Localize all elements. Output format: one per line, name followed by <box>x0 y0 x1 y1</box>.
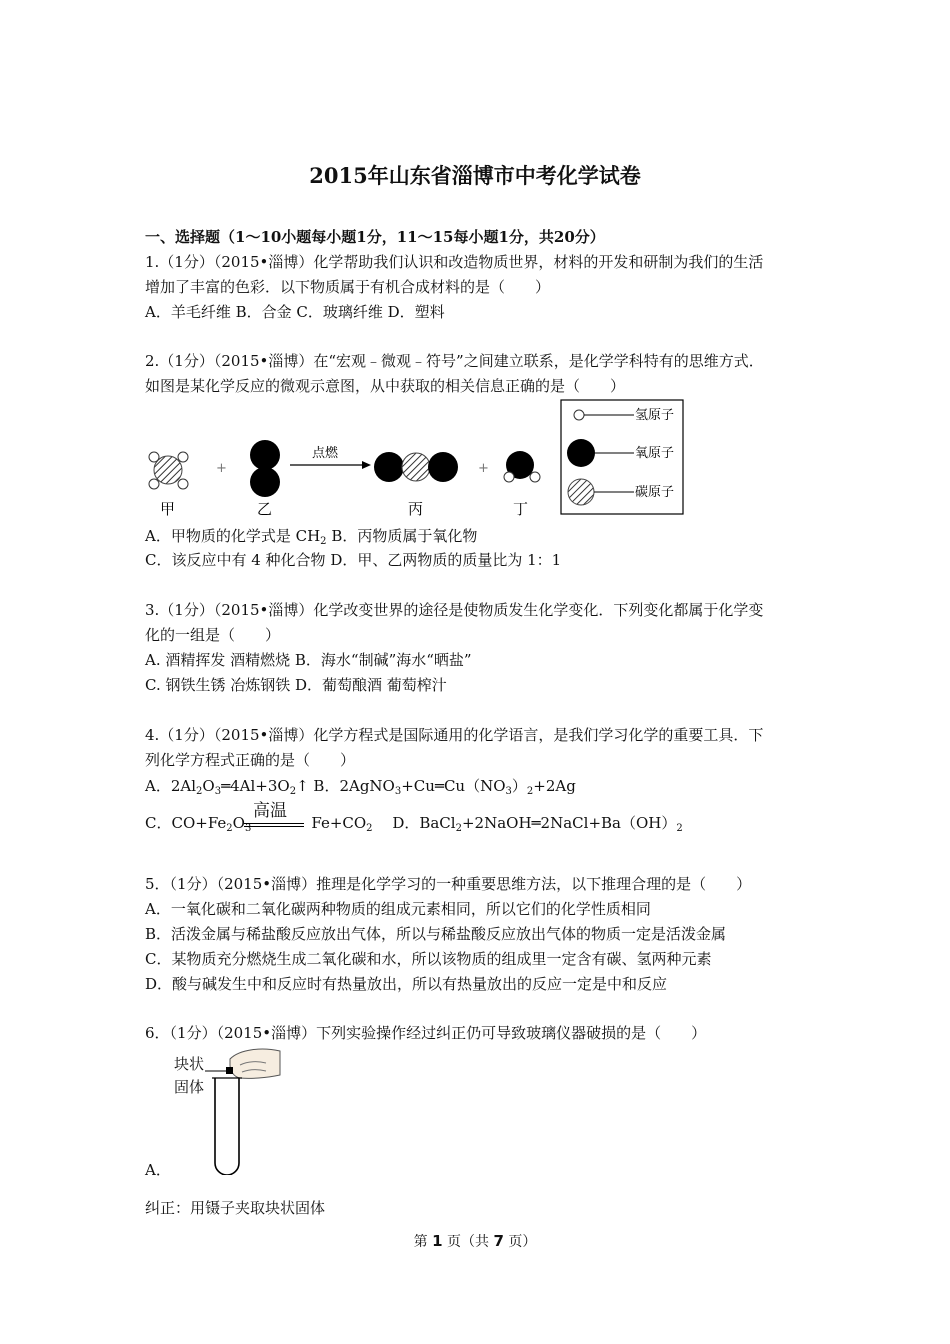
hydrogen-atom-icon <box>574 410 584 420</box>
molecule-yi-icon <box>250 440 280 497</box>
label-jia: 甲 <box>160 500 176 518</box>
test-tube-figure <box>200 1045 285 1175</box>
q2-options-cd: C．该反应中有 4 种化合物 D．甲、乙两物质的质量比为 1：1 <box>145 551 562 569</box>
hand-icon <box>230 1049 280 1078</box>
q5-option-c: C．某物质充分燃烧生成二氧化碳和水，所以该物质的组成里一定含有碳、氢两种元素 <box>145 950 712 968</box>
equation-line-bottom <box>244 826 304 827</box>
q3-stem-line2: 化的一组是（ ） <box>145 626 281 644</box>
arrow-head-icon <box>362 461 371 469</box>
q1-options: A．羊毛纤维 B．合金 C．玻璃纤维 D．塑料 <box>145 303 445 321</box>
equation-line-top <box>244 823 304 824</box>
label-yi: 乙 <box>257 500 273 518</box>
q5-stem: 5．（1分）（2015•淄博）推理是化学学习的一种重要思维方法，以下推理合理的是（ ） <box>145 875 752 893</box>
q4-stem-line1: 4.（1分）（2015•淄博）化学方程式是国际通用的化学语言，是我们学习化学的重要工具．下 <box>145 726 764 744</box>
q5-option-b: B．活泼金属与稀盐酸反应放出气体，所以与稀盐酸反应放出气体的物质一定是活泼金属 <box>145 925 727 943</box>
molecule-ding-icon <box>504 451 540 482</box>
q6-option-a: A． <box>145 1161 171 1179</box>
q3-stem-line1: 3.（1分）（2015•淄博）化学改变世界的途径是使物质发生化学变化．下列变化都属于化学变 <box>145 601 764 619</box>
reaction-condition-high-temp: 高温 <box>253 801 287 821</box>
label-ding: 丁 <box>513 500 529 518</box>
legend-oxygen: 氧原子 <box>635 446 675 461</box>
carbon-atom-icon <box>568 479 594 505</box>
oxygen-atom-icon <box>567 439 595 467</box>
q4-stem-line2: 列化学方程式正确的是（ ） <box>145 751 356 769</box>
reaction-diagram <box>140 396 700 526</box>
legend-box <box>561 400 683 514</box>
plus-sign-1: + <box>216 461 227 476</box>
plus-sign-2: + <box>478 461 489 476</box>
q6-stem: 6．（1分）（2015•淄博）下列实验操作经过纠正仍可导致玻璃仪器破损的是（ ） <box>145 1024 707 1042</box>
test-tube-icon <box>215 1078 239 1175</box>
q6-correction: 纠正：用镊子夹取块状固体 <box>145 1199 326 1217</box>
solid-lump-icon <box>226 1067 233 1074</box>
figure-label-line2: 固体 <box>174 1078 205 1096</box>
q2-stem-line1: 2.（1分）（2015•淄博）在“宏观﹣微观﹣符号”之间建立联系，是化学学科特有的思维方式． <box>145 352 764 370</box>
q1-stem-line1: 1.（1分）（2015•淄博）化学帮助我们认识和改造物质世界，材料的开发和研制为我们的生活 <box>145 253 764 271</box>
section-heading: 一、选择题（1～10小题每小题1分，11～15每小题1分，共20分） <box>145 228 605 246</box>
molecule-bing-icon <box>374 452 458 482</box>
arrow-condition-label: 点燃 <box>312 446 339 461</box>
q1-stem-line2: 增加了丰富的色彩．以下物质属于有机合成材料的是（ ） <box>145 278 551 296</box>
page-footer: 第 1 页（共 7 页） <box>413 1232 537 1250</box>
legend-carbon: 碳原子 <box>635 485 675 500</box>
figure-label-line1: 块状 <box>174 1055 205 1073</box>
page-title: 2015年山东省淄博市中考化学试卷 <box>309 163 641 188</box>
q4-option-c: C．$CO+Fe_2O_3$ $Fe+CO_2$ D．$BaCl_2+2NaOH═2NaCl+Ba(OH)_2$ <box>145 814 683 834</box>
q2-stem-line2: 如图是某化学反应的微观示意图，从中获取的相关信息正确的是（ ） <box>145 377 626 395</box>
legend-hydrogen: 氢原子 <box>635 408 675 423</box>
q5-option-a: A．一氧化碳和二氧化碳两种物质的组成元素相同，所以它们的化学性质相同 <box>145 900 651 918</box>
q3-options-cd: C. 钢铁生锈 冶炼钢铁 D．葡萄酿酒 葡萄榨汁 <box>145 676 447 694</box>
q4-options-ab: A．$2Al_2O_3═4Al+3O_2↑$ B．$2AgNO_3+Cu═Cu(NO_3)_2+2Ag$ <box>145 777 576 797</box>
label-bing: 丙 <box>408 500 424 518</box>
q5-option-d: D．酸与碱发生中和反应时有热量放出，所以有热量放出的反应一定是中和反应 <box>145 975 668 993</box>
molecule-jia-icon <box>149 452 188 489</box>
q3-options-ab: A. 酒精挥发 酒精燃烧 B．海水“制碱”海水“晒盐” <box>145 651 472 669</box>
q2-options-ab: A．甲物质的化学式是 $CH_2$ B．丙物质属于氧化物 <box>145 527 478 547</box>
